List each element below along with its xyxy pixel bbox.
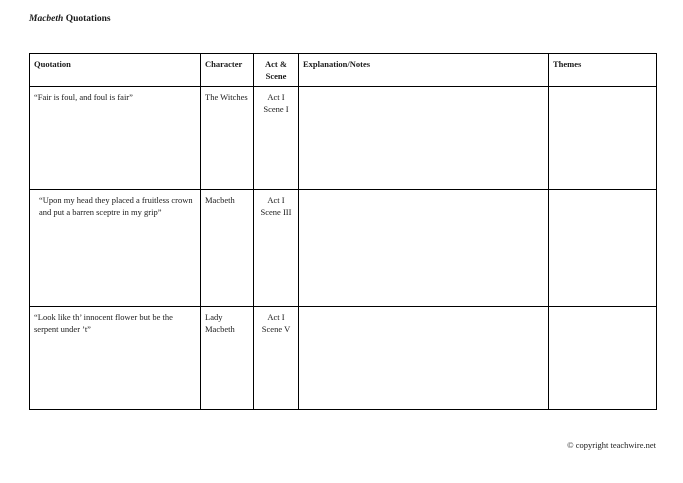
title-rest: Quotations [63,14,111,24]
explanation-cell[interactable] [299,190,549,307]
table-row [30,87,657,190]
themes-cell[interactable] [549,87,657,190]
header-act-scene: Act & Scene [254,54,299,87]
themes-cell[interactable] [549,190,657,307]
themes-cell[interactable] [549,307,657,410]
header-explanation: Explanation/Notes [299,54,549,87]
explanation-cell[interactable] [299,307,549,410]
quotation-cell: “Upon my head they placed a fruitless crown and put a barren sceptre in my grip” [30,190,201,307]
act-scene-cell: Act I Scene V [254,307,299,410]
table-header-row [30,54,657,87]
character-cell: Lady Macbeth [201,307,254,410]
quotations-table [29,53,657,410]
title-play-name: Macbeth [29,14,64,24]
table-row [30,307,657,410]
page-title [29,14,111,24]
table-row [30,190,657,307]
act-scene-cell: Act I Scene III [254,190,299,307]
header-themes: Themes [549,54,657,87]
copyright-notice: © copyright teachwire.net [567,440,656,450]
quotation-cell: “Fair is foul, and foul is fair” [30,87,201,190]
header-character: Character [201,54,254,87]
explanation-cell[interactable] [299,87,549,190]
header-quotation: Quotation [30,54,201,87]
act-scene-cell: Act I Scene I [254,87,299,190]
quotation-cell: “Look like th’ innocent flower but be the serpent under ’t” [30,307,201,410]
character-cell: Macbeth [201,190,254,307]
character-cell: The Witches [201,87,254,190]
